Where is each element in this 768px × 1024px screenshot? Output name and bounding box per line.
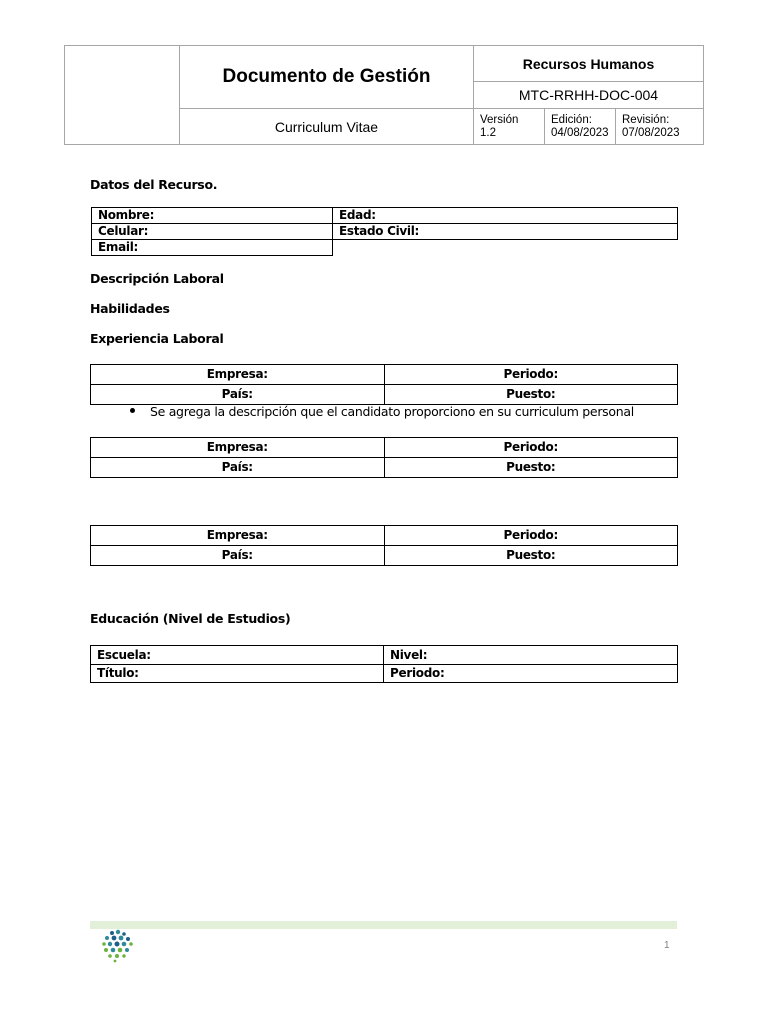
empresa-label: Empresa: (91, 526, 385, 546)
document-code: MTC-RRHH-DOC-004 (473, 81, 704, 109)
periodo-label: Periodo: (384, 365, 678, 385)
pais-label: País: (91, 546, 385, 566)
datos-table (91, 207, 678, 256)
version-cell (473, 108, 545, 145)
estado-civil-label: Estado Civil: (333, 224, 678, 240)
puesto-label: Puesto: (384, 385, 678, 405)
edad-label: Edad: (333, 208, 678, 224)
section-descripcion: Descripción Laboral (90, 271, 224, 286)
bullet-icon (130, 408, 135, 413)
section-experiencia: Experiencia Laboral (90, 331, 224, 346)
revision-value: 07/08/2023 (622, 126, 680, 139)
document-subtitle: Curriculum Vitae (179, 108, 474, 145)
description-bullet (130, 404, 634, 419)
empty-cell (333, 240, 678, 256)
education-periodo-label: Periodo: (384, 665, 678, 683)
edition-label: Edición: (551, 113, 592, 126)
revision-label: Revisión: (622, 113, 670, 126)
footer-bar (90, 921, 677, 929)
page-number: 1 (664, 940, 670, 951)
experience-table-2 (90, 437, 678, 478)
version-value: 1.2 (480, 126, 496, 139)
edition-value: 04/08/2023 (551, 126, 609, 139)
titulo-label: Título: (91, 665, 384, 683)
bullet-text: Se agrega la descripción que el candidato proporciono en su curriculum personal (150, 404, 634, 419)
dots-globe-logo-icon (98, 928, 138, 964)
empresa-label: Empresa: (91, 438, 385, 458)
empresa-label: Empresa: (91, 365, 385, 385)
nivel-label: Nivel: (384, 646, 678, 665)
periodo-label: Periodo: (384, 438, 678, 458)
revision-cell (615, 108, 704, 145)
pais-label: País: (91, 458, 385, 478)
puesto-label: Puesto: (384, 458, 678, 478)
experience-table-3 (90, 525, 678, 566)
document-header (64, 45, 704, 145)
pais-label: País: (91, 385, 385, 405)
puesto-label: Puesto: (384, 546, 678, 566)
periodo-label: Periodo: (384, 526, 678, 546)
edition-cell (544, 108, 616, 145)
department-name: Recursos Humanos (473, 45, 704, 82)
logo-cell (64, 45, 180, 145)
email-label: Email: (92, 240, 333, 256)
education-table (90, 645, 678, 683)
document-title: Documento de Gestión (179, 45, 474, 109)
experience-table-1 (90, 364, 678, 405)
section-habilidades: Habilidades (90, 301, 170, 316)
nombre-label: Nombre: (92, 208, 333, 224)
escuela-label: Escuela: (91, 646, 384, 665)
version-label: Versión (480, 113, 519, 126)
section-educacion: Educación (Nivel de Estudios) (90, 611, 291, 626)
celular-label: Celular: (92, 224, 333, 240)
section-datos: Datos del Recurso. (90, 177, 218, 192)
